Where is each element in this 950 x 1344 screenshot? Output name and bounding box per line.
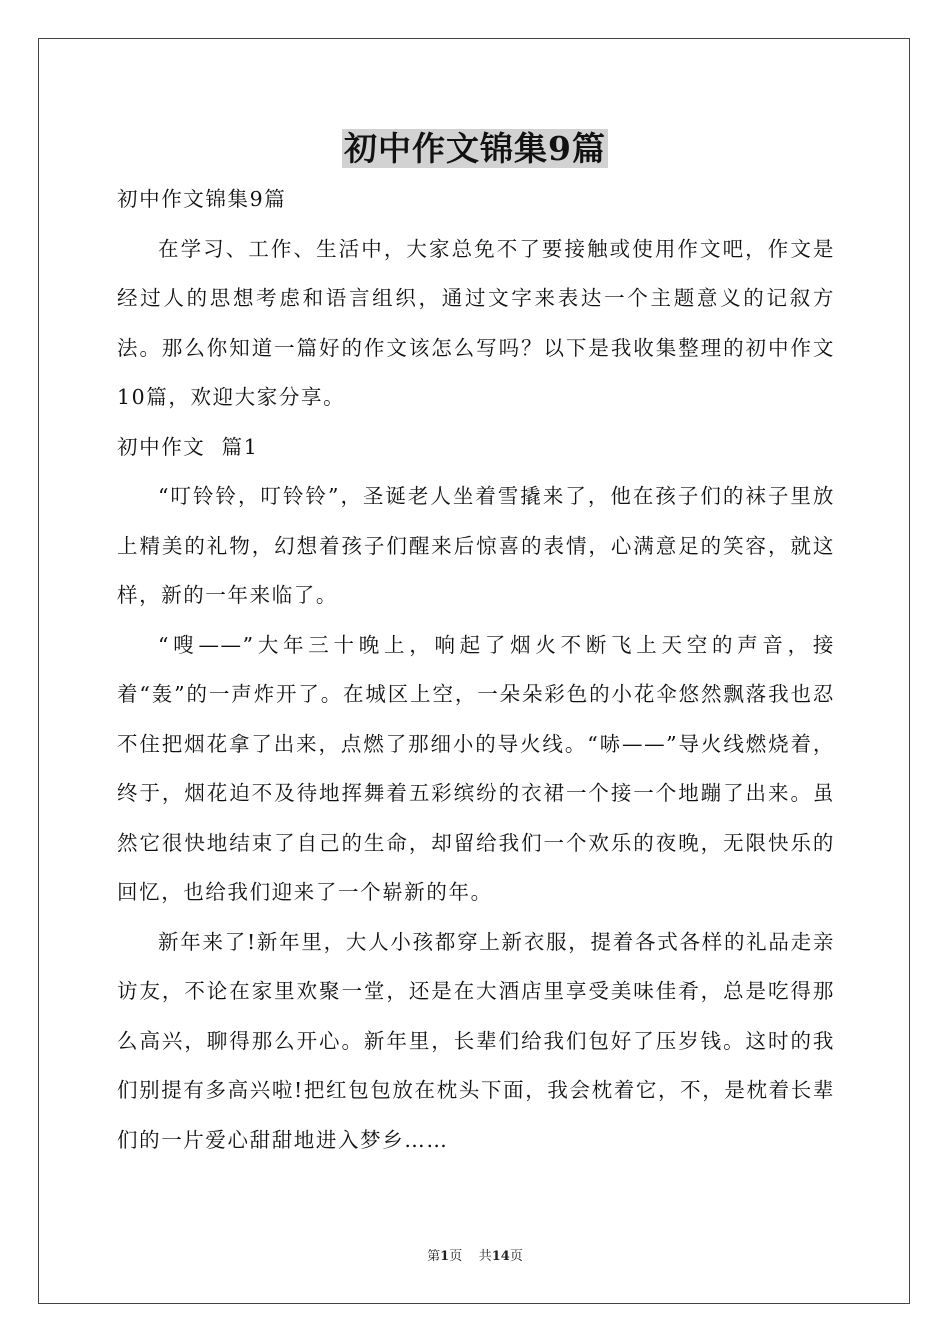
- footer-page-number: 1: [440, 1249, 450, 1264]
- section-heading: 初中作文 篇1: [117, 434, 259, 459]
- body-paragraph: “叮铃铃，叮铃铃”，圣诞老人坐着雪撬来了，他在孩子们的袜子里放上精美的礼物，幻想着孩子们醒来后惊喜的表情，心满意足的笑容，就这样，新的一年来临了。: [117, 484, 835, 607]
- footer-total-pages: 14: [491, 1249, 510, 1264]
- footer-prefix: 第: [427, 1249, 441, 1264]
- footer-total-prefix: 共: [478, 1249, 492, 1264]
- footer-total-suffix: 页: [509, 1249, 523, 1264]
- section-heading: 初中作文锦集9篇: [117, 187, 287, 211]
- document-title-text: 初中作文锦集9篇: [344, 129, 606, 168]
- page-footer: [0, 1248, 950, 1266]
- document-title: [0, 126, 950, 172]
- body-paragraph: 在学习、工作、生活中，大家总免不了要接触或使用作文吧，作文是经过人的思想考虑和语言组织，通过文字来表达一个主题意义的记叙方法。那么你知道一篇好的作文该怎么写吗？以下是我收集整理的初中作文10篇，欢迎大家分享。: [117, 236, 835, 409]
- footer-page-suffix: 页: [449, 1249, 463, 1264]
- document-body: [117, 175, 835, 1165]
- body-paragraph: “嗖——”大年三十晚上，响起了烟火不断飞上天空的声音，接着“轰”的一声炸开了。在城区上空，一朵朵彩色的小花伞悠然飘落我也忍不住把烟花拿了出来，点燃了那细小的导火线。“哧——”导火线燃烧着，终于，烟花迫不及待地挥舞着五彩缤纷的衣裙一个接一个地蹦了出来。虽然它很快地结束了自己的生命，却留给我们一个欢乐的夜晚，无限快乐的回忆，也给我们迎来了一个崭新的年。: [117, 632, 835, 904]
- body-paragraph: 新年来了!新年里，大人小孩都穿上新衣服，提着各式各样的礼品走亲访友，不论在家里欢聚一堂，还是在大酒店里享受美味佳肴，总是吃得那么高兴，聊得那么开心。新年里，长辈们给我们包好了压岁钱。这时的我们别提有多高兴啦!把红包包放在枕头下面，我会枕着它，不，是枕着长辈们的一片爱心甜甜地进入梦乡……: [117, 929, 835, 1152]
